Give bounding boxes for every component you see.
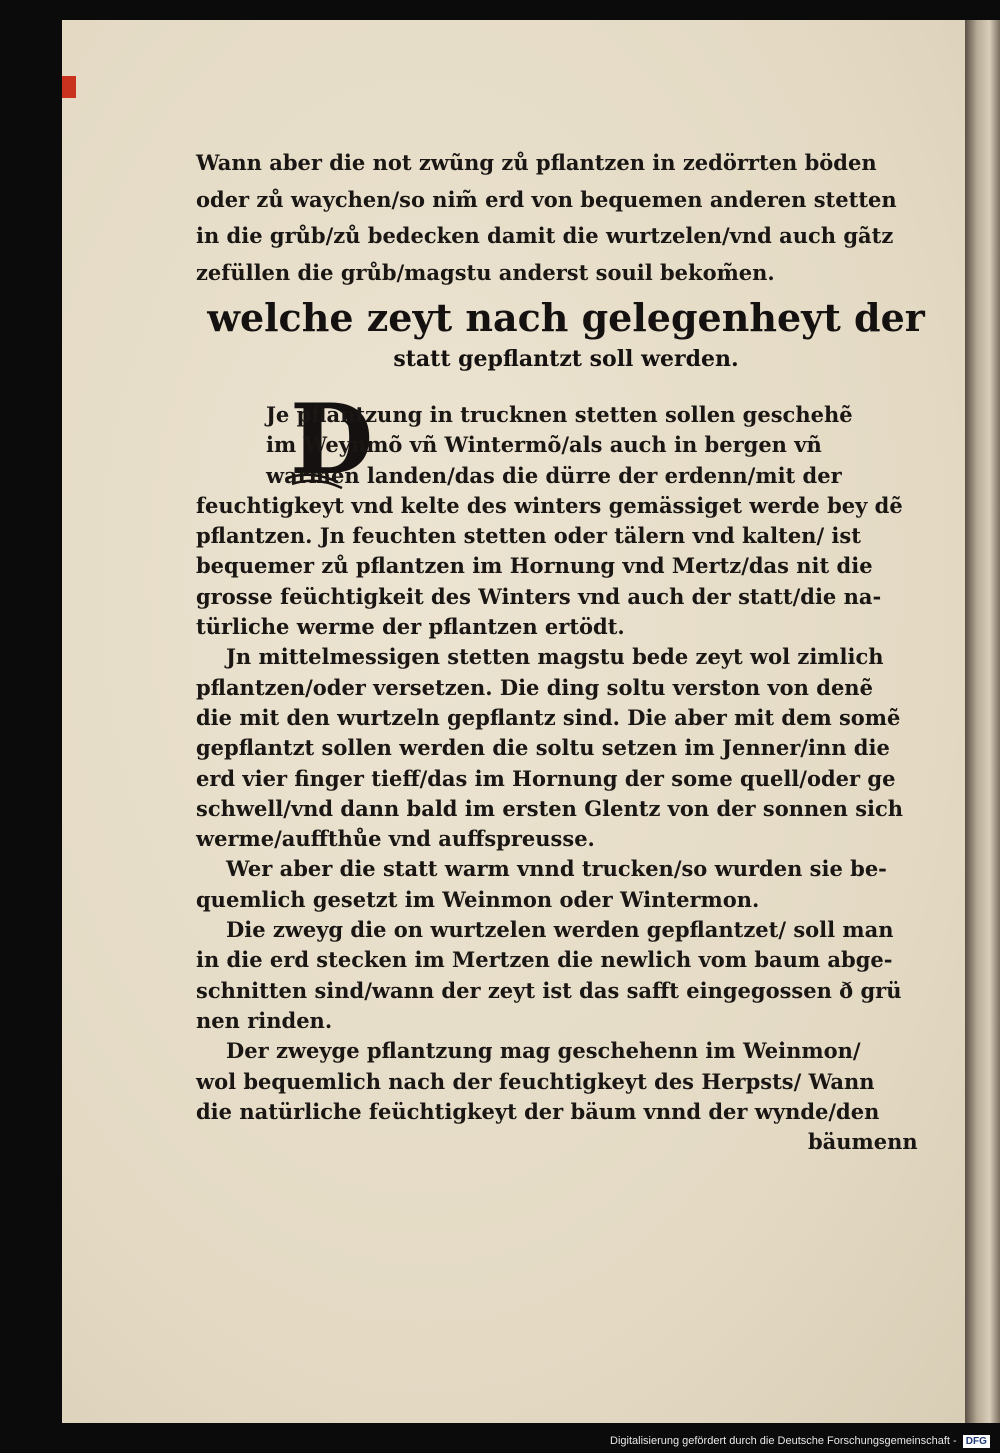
text-line: im Weynmõ vñ Wintermõ/als auch in bergen vñ: [266, 432, 822, 458]
text-line: quemlich gesetzt im Weinmon oder Wintermon.: [196, 886, 760, 912]
heading-line-2: statt gepflantzt soll werden.: [393, 346, 739, 372]
opening-paragraph: [196, 145, 936, 291]
section-heading: [196, 294, 936, 376]
text-line: schnitten sind/wann der zeyt ist das safft eingegossen ð grü: [196, 977, 902, 1003]
text-line: Der zweyge pflantzung mag geschehenn im Weinmon/: [226, 1038, 861, 1064]
digitization-footer: [610, 1431, 990, 1451]
text-line: feuchtigkeyt vnd kelte des winters gemässiget werde bey dẽ: [196, 492, 903, 518]
text-line: schwell/vnd dann bald im ersten Glentz von der sonnen sich: [196, 795, 904, 821]
heading-line-1: welche zeyt nach gelegenheyt der: [207, 295, 925, 340]
text-line: Wann aber die not zwũng zů pflantzen in zedörrten böden: [196, 150, 877, 175]
text-line: die mit den wurtzeln gepflantz sind. Die aber mit dem somẽ: [196, 704, 901, 730]
text-line: Jn mittelmessigen stetten magstu bede zeyt wol zimlich: [226, 644, 884, 670]
text-line: die natürliche feüchtigkeyt der bäum vnnd der wynde/den: [196, 1098, 880, 1124]
text-line: Je pflantzung in trucknen stetten sollen geschehẽ: [266, 402, 853, 427]
red-page-marker: [62, 76, 76, 98]
text-line: türliche werme der pflantzen ertödt.: [196, 614, 625, 640]
text-line: gepflantzt sollen werden die soltu setzen im Jenner/inn die: [196, 735, 890, 761]
body-text: [196, 400, 936, 1157]
text-line: bequemer zů pflantzen im Hornung vnd Mertz/das nit die: [196, 553, 873, 579]
text-line: pflantzen. Jn feuchten stetten oder tälern vnd kalten/ ist: [196, 523, 861, 549]
book-spine: [965, 20, 1000, 1423]
text-line: werme/auffthůe vnd auffspreusse.: [196, 826, 595, 852]
text-line: Wer aber die statt warm vnnd trucken/so wurden sie be-: [226, 856, 887, 882]
dfg-logo: DFG: [963, 1435, 990, 1448]
text-line: nen rinden.: [196, 1007, 333, 1033]
text-line: in die erd stecken im Mertzen die newlich vom baum abge-: [196, 947, 893, 973]
text-line: pflantzen/oder versetzen. Die ding soltu verston von denẽ: [196, 674, 873, 700]
initial-letter: D: [290, 383, 374, 496]
text-line: warmen landen/das die dürre der erdenn/mit der: [266, 462, 842, 488]
text-line: Die zweyg die on wurtzelen werden gepflantzet/ soll man: [226, 917, 894, 943]
text-line: grosse feüchtigkeit des Winters vnd auch der statt/die na-: [196, 583, 882, 609]
footer-text: Digitalisierung gefördert durch die Deutsche Forschungsgemeinschaft -: [610, 1435, 957, 1447]
text-line: oder zů waychen/so nim̃ erd von bequemen anderen stetten: [196, 186, 897, 212]
text-line: wol bequemlich nach der feuchtigkeyt des Herpsts/ Wann: [196, 1068, 875, 1094]
text-line: in die grůb/zů bedecken damit die wurtzelen/vnd auch gãtz: [196, 223, 894, 248]
catchword: bäumenn: [808, 1129, 918, 1155]
text-line: erd vier finger tieff/das im Hornung der some quell/oder ge: [196, 765, 896, 791]
text-line: zefüllen die grůb/magstu anderst souil bekom̃en.: [196, 259, 775, 285]
